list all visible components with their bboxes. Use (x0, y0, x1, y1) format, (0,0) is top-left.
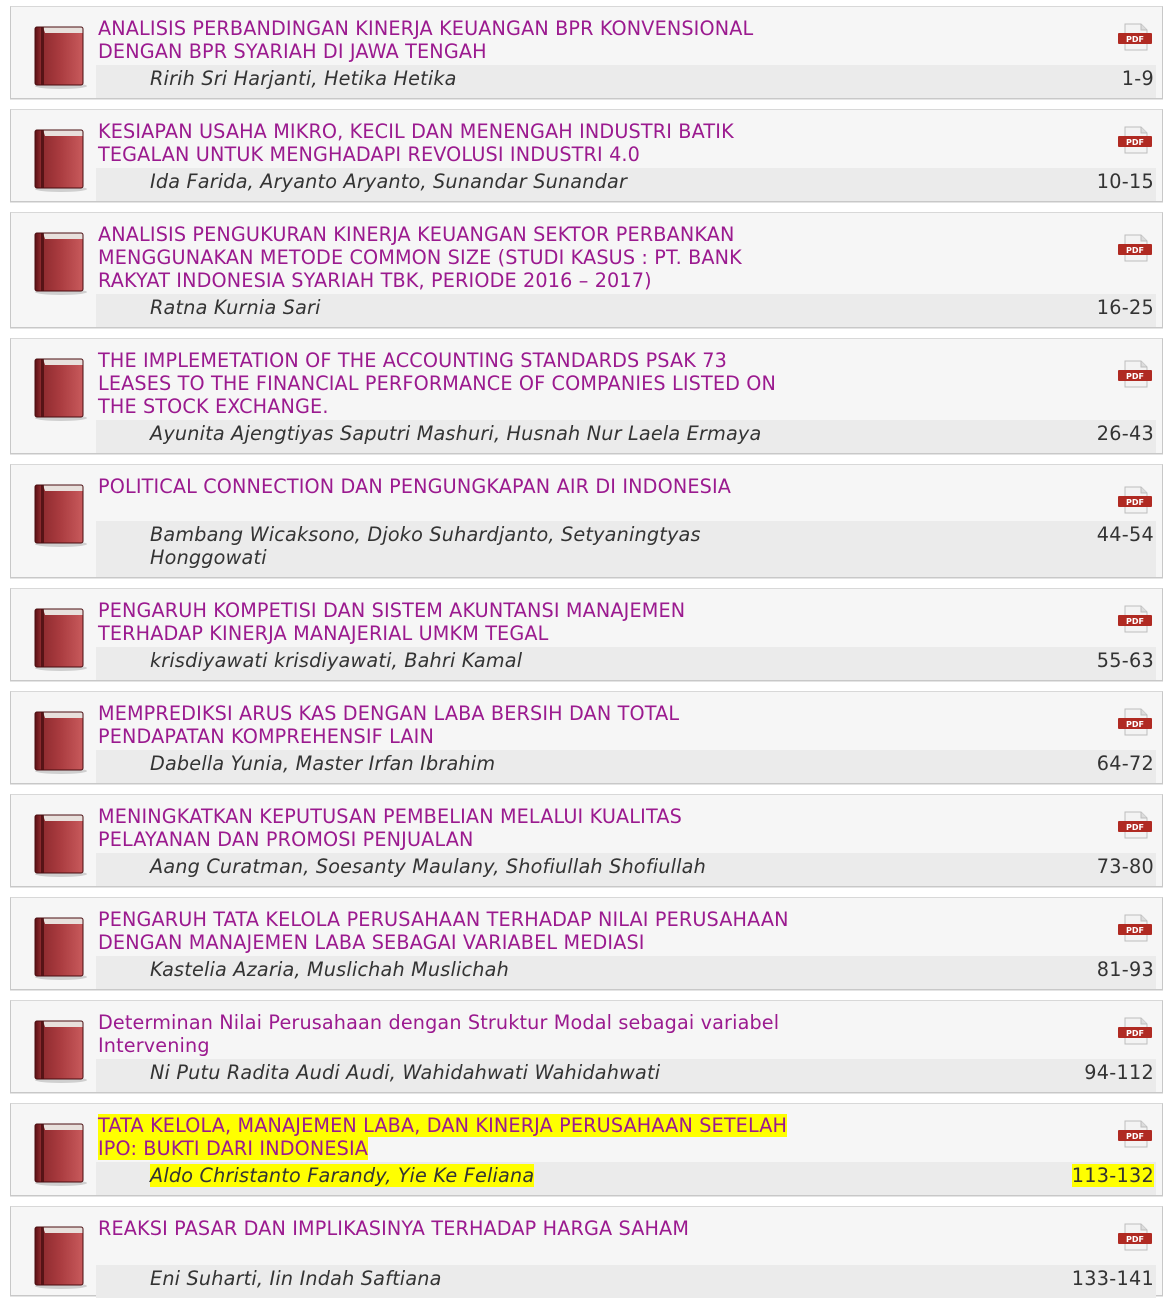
pdf-badge-label: PDF (1126, 498, 1144, 507)
article-meta-row (96, 1059, 1156, 1092)
article-title-line: ANALISIS PENGUKURAN KINERJA KEUANGAN SEKTOR PERBANKAN (98, 223, 735, 246)
article-title-link[interactable] (98, 1114, 858, 1160)
article-pages (1097, 649, 1154, 672)
article-item (10, 109, 1163, 202)
book-icon (33, 23, 87, 89)
article-item (10, 1206, 1163, 1296)
article-authors-text: Ni Putu Radita Audi Audi, Wahidahwati Wahidahwati (150, 1061, 661, 1084)
article-title-link[interactable] (98, 1217, 858, 1240)
article-pages (1072, 1267, 1154, 1290)
article-meta-row (96, 65, 1156, 98)
article-authors (150, 958, 850, 981)
article-title-line: PENDAPATAN KOMPREHENSIF LAIN (98, 725, 434, 748)
article-pages-text: 16-25 (1096, 296, 1154, 319)
pdf-file-icon[interactable] (1117, 604, 1153, 634)
article-item (10, 588, 1163, 681)
article-title-line: LEASES TO THE FINANCIAL PERFORMANCE OF COMPANIES LISTED ON (98, 372, 777, 395)
article-pages-text: 94-112 (1084, 1061, 1154, 1084)
article-title-line: TEGALAN UNTUK MENGHADAPI REVOLUSI INDUSTRI 4.0 (98, 143, 641, 166)
pdf-badge-label: PDF (1126, 926, 1144, 935)
article-pages (1097, 296, 1154, 319)
article-title-line: PENGARUH KOMPETISI DAN SISTEM AKUNTANSI MANAJEMEN (98, 599, 686, 622)
article-item (10, 338, 1163, 454)
article-title-line: MENGGUNAKAN METODE COMMON SIZE (STUDI KASUS : PT. BANK (98, 246, 742, 269)
article-authors (150, 752, 850, 775)
article-title-line: THE IMPLEMETATION OF THE ACCOUNTING STANDARDS PSAK 73 (98, 349, 727, 372)
pdf-badge-label: PDF (1126, 1235, 1144, 1244)
book-icon (33, 605, 87, 671)
pdf-file-icon[interactable] (1117, 1119, 1153, 1149)
book-icon (33, 481, 87, 547)
article-pages (1122, 67, 1154, 90)
article-title-link[interactable] (98, 223, 858, 292)
article-authors-text: Dabella Yunia, Master Irfan Ibrahim (150, 752, 496, 775)
article-authors (150, 855, 850, 878)
article-authors (150, 422, 850, 445)
article-item (10, 794, 1163, 887)
article-authors (150, 649, 850, 672)
pdf-badge-label: PDF (1126, 617, 1144, 626)
article-title-line: KESIAPAN USAHA MIKRO, KECIL DAN MENENGAH INDUSTRI BATIK (98, 120, 734, 143)
book-icon (33, 1120, 87, 1186)
pdf-file-icon[interactable] (1117, 810, 1153, 840)
pdf-file-icon[interactable] (1117, 233, 1153, 263)
pdf-badge-label: PDF (1126, 1132, 1144, 1141)
pdf-badge-label: PDF (1126, 138, 1144, 147)
article-pages-text: 10-15 (1096, 170, 1154, 193)
article-pages (1097, 170, 1154, 193)
pdf-file-icon[interactable] (1117, 707, 1153, 737)
article-title-line: ANALISIS PERBANDINGAN KINERJA KEUANGAN BPR KONVENSIONAL (98, 17, 754, 40)
article-pages-text: 55-63 (1096, 649, 1154, 672)
article-title-line: PELAYANAN DAN PROMOSI PENJUALAN (98, 828, 474, 851)
article-title-line: DENGAN BPR SYARIAH DI JAWA TENGAH (98, 40, 487, 63)
article-meta-row (96, 956, 1156, 989)
article-authors (150, 67, 850, 90)
article-title-line: IPO: BUKTI DARI INDONESIA (98, 1137, 369, 1160)
article-pages (1097, 958, 1154, 981)
article-authors (150, 1267, 850, 1290)
article-title-link[interactable] (98, 702, 858, 748)
article-pages (1097, 523, 1154, 546)
article-item (10, 897, 1163, 990)
article-meta-row (96, 521, 1156, 577)
article-authors (150, 1061, 850, 1084)
article-title-line: Intervening (98, 1034, 210, 1057)
article-pages (1084, 1061, 1154, 1084)
pdf-file-icon[interactable] (1117, 125, 1153, 155)
book-icon (33, 126, 87, 192)
article-pages (1097, 752, 1154, 775)
article-authors-line: Honggowati (150, 546, 267, 569)
article-meta-row (96, 853, 1156, 886)
article-title-line: TATA KELOLA, MANAJEMEN LABA, DAN KINERJA PERUSAHAAN SETELAH (98, 1114, 788, 1137)
article-pages-text: 64-72 (1096, 752, 1154, 775)
pdf-badge-label: PDF (1126, 372, 1144, 381)
article-pages-text: 44-54 (1096, 523, 1154, 546)
article-authors (150, 296, 850, 319)
article-title-link[interactable] (98, 475, 858, 498)
pdf-badge-label: PDF (1126, 246, 1144, 255)
pdf-file-icon[interactable] (1117, 913, 1153, 943)
book-icon (33, 1017, 87, 1083)
article-authors-text: Eni Suharti, Iin Indah Saftiana (150, 1267, 442, 1290)
article-meta-row (96, 647, 1156, 680)
article-item (10, 1000, 1163, 1093)
pdf-badge-label: PDF (1126, 720, 1144, 729)
article-item (10, 6, 1163, 99)
pdf-file-icon[interactable] (1117, 22, 1153, 52)
article-authors-text: Kastelia Azaria, Muslichah Muslichah (150, 958, 509, 981)
article-item (10, 212, 1163, 328)
article-authors-line: Bambang Wicaksono, Djoko Suhardjanto, Setyaningtyas (150, 523, 701, 546)
article-title-line: THE STOCK EXCHANGE. (98, 395, 329, 418)
article-title-line: DENGAN MANAJEMEN LABA SEBAGAI VARIABEL MEDIASI (98, 931, 645, 954)
article-authors-text: Ratna Kurnia Sari (150, 296, 321, 319)
article-item (10, 464, 1163, 578)
article-meta-row (96, 1162, 1156, 1195)
pdf-badge-label: PDF (1126, 35, 1144, 44)
article-item (10, 691, 1163, 784)
article-title-line: MEMPREDIKSI ARUS KAS DENGAN LABA BERSIH DAN TOTAL (98, 702, 680, 725)
book-icon (33, 229, 87, 295)
article-title-link[interactable] (98, 599, 858, 645)
pdf-file-icon[interactable] (1117, 485, 1153, 515)
pdf-badge-label: PDF (1126, 1029, 1144, 1038)
article-pages-text: 26-43 (1096, 422, 1154, 445)
article-title-link[interactable] (98, 120, 858, 166)
article-item (10, 1103, 1163, 1196)
article-authors (150, 1164, 850, 1187)
article-authors-text: Ida Farida, Aryanto Aryanto, Sunandar Sunandar (150, 170, 628, 193)
book-icon (33, 1223, 87, 1289)
article-pages-text: 133-141 (1071, 1267, 1154, 1290)
article-title-link[interactable] (98, 805, 858, 851)
article-title-link[interactable] (98, 1011, 858, 1057)
article-authors-text: Aang Curatman, Soesanty Maulany, Shofiullah Shofiullah (150, 855, 706, 878)
article-meta-row (96, 1265, 1156, 1298)
pdf-file-icon[interactable] (1117, 1222, 1153, 1252)
article-pages-text: 113-132 (1071, 1164, 1154, 1187)
article-title-line: PENGARUH TATA KELOLA PERUSAHAAN TERHADAP NILAI PERUSAHAAN (98, 908, 789, 931)
article-title-line: POLITICAL CONNECTION DAN PENGUNGKAPAN AIR DI INDONESIA (98, 475, 732, 498)
article-title-line: TERHADAP KINERJA MANAJERIAL UMKM TEGAL (98, 622, 549, 645)
pdf-badge-label: PDF (1126, 823, 1144, 832)
article-authors-text: krisdiyawati krisdiyawati, Bahri Kamal (150, 649, 523, 672)
book-icon (33, 914, 87, 980)
pdf-file-icon[interactable] (1117, 1016, 1153, 1046)
article-authors-text: Aldo Christanto Farandy, Yie Ke Feliana (150, 1164, 535, 1187)
article-meta-row (96, 168, 1156, 201)
article-title-line: RAKYAT INDONESIA SYARIAH TBK, PERIODE 2016 – 2017) (98, 269, 652, 292)
book-icon (33, 708, 87, 774)
article-meta-row (96, 294, 1156, 327)
article-title-line: REAKSI PASAR DAN IMPLIKASINYA TERHADAP HARGA SAHAM (98, 1217, 690, 1240)
book-icon (33, 811, 87, 877)
article-pages (1072, 1164, 1154, 1187)
book-icon (33, 355, 87, 421)
article-pages (1097, 422, 1154, 445)
article-title-line: MENINGKATKAN KEPUTUSAN PEMBELIAN MELALUI KUALITAS (98, 805, 682, 828)
pdf-file-icon[interactable] (1117, 359, 1153, 389)
article-authors (150, 170, 850, 193)
article-pages-text: 1-9 (1121, 67, 1154, 90)
article-authors-text: Ayunita Ajengtiyas Saputri Mashuri, Husnah Nur Laela Ermaya (150, 422, 762, 445)
article-authors (150, 523, 850, 569)
article-authors-text: Ririh Sri Harjanti, Hetika Hetika (150, 67, 457, 90)
article-title-line: Determinan Nilai Perusahaan dengan Struktur Modal sebagai variabel (98, 1011, 780, 1034)
article-title-link[interactable] (98, 17, 858, 63)
article-pages-text: 81-93 (1096, 958, 1154, 981)
article-title-link[interactable] (98, 349, 858, 418)
article-pages-text: 73-80 (1096, 855, 1154, 878)
article-meta-row (96, 750, 1156, 783)
article-pages (1097, 855, 1154, 878)
article-title-link[interactable] (98, 908, 858, 954)
article-meta-row (96, 420, 1156, 453)
